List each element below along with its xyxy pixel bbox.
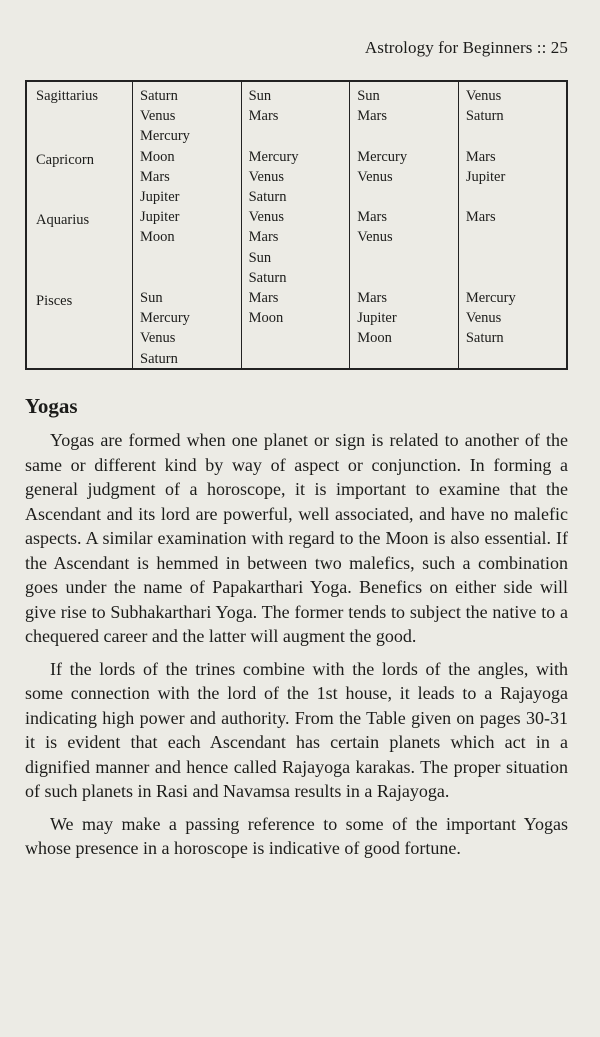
cell: Venus [357,168,393,185]
col1-list [140,86,190,369]
cell [140,248,190,268]
cell: Saturn [465,330,504,347]
planet-column-3 [350,81,459,369]
cell [249,126,299,146]
cell: Venus [140,330,176,347]
col4-list [466,86,516,349]
cell: Moon [248,310,284,327]
cell: Mercury [140,310,190,327]
planet-table [25,80,568,370]
cell [140,268,190,288]
cell: Saturn [248,269,287,286]
cell [466,248,516,268]
col2-list [249,86,299,328]
cell: Mercury [357,148,408,165]
running-head: Astrology for Beginners :: 25 [364,38,568,57]
planet-column-1 [133,81,242,369]
cell [357,126,407,146]
cell: Venus [140,108,176,125]
cell: Venus [465,310,502,327]
cell: Saturn [465,108,504,125]
cell: Mercury [140,128,190,145]
sign-capricorn: Capricorn [36,152,94,168]
cell: Mars [248,290,279,307]
cell [466,126,516,146]
cell [357,248,407,268]
sign-aquarius: Aquarius [36,212,90,228]
planet-column-4 [458,81,567,369]
cell: Mars [357,290,388,307]
sign-sagittarius: Sagittarius [36,88,99,104]
sign-column [26,81,133,369]
cell: Moon [140,229,175,246]
cell [466,227,516,247]
cell: Mars [248,108,279,125]
cell: Mercury [248,148,299,165]
cell: Jupiter [465,168,506,185]
cell: Mars [248,229,279,246]
paragraph: Yogas are formed when one planet or sign is related to another of the same or different kind by way of aspect or conjunction. In forming a general judgment of a horoscope, it is important to examine that the Ascendant and its lord are powerful, well associated, and have no malefic aspects. A similar examination with regard to the Moon is also essential. If the Ascendant is hemmed in between two malefics, such a combination goes under the name of Papakarthari Yoga. Benefics on either side will give rise to Subhakarthari Yoga. The former tends to subject the native to a chequered career and the latter will augment the good. [25,430,568,646]
cell: Venus [248,209,285,226]
cell: Moon [357,330,392,347]
cell [466,268,516,288]
cell: Sun [248,249,272,266]
cell: Moon [140,148,175,165]
cell: Jupiter [357,310,397,327]
cell: Sun [248,88,272,104]
cell: Sun [357,88,380,104]
cell: Saturn [140,88,178,104]
cell: Jupiter [140,209,180,226]
cell: Venus [357,229,393,246]
paragraph: If the lords of the trines combine with the lords of the angles, with some connection with the lord of the 1st house, it leads to a Rajayoga indicating high power and authority. From the Table given on pages 30-31 it is evident that each Ascendant has certain planets which act in a dignified manner and hence called Rajayoga karakas. The proper situation of such planets in Rasi and Navamsa results in a Rajayoga. [25,658,568,801]
cell: Saturn [248,189,287,206]
cell [466,187,516,207]
cell: Saturn [140,350,178,367]
cell: Mars [357,209,388,226]
cell [357,187,407,207]
body-text [25,428,568,869]
cell: Venus [465,88,502,104]
sign-pisces: Pisces [36,293,73,309]
cell: Mars [357,108,388,125]
planet-table-body [26,81,567,369]
cell: Mars [465,148,496,165]
cell: Venus [248,168,285,185]
cell: Sun [140,290,163,307]
paragraph: We may make a passing reference to some of the important Yogas whose presence in a horoscope is indicative of good fortune. [25,813,568,858]
col3-list [357,86,407,349]
cell: Mars [140,168,170,185]
cell: Jupiter [140,189,180,206]
cell [357,268,407,288]
cell: Mercury [465,290,516,307]
planet-column-2 [241,81,350,369]
section-title: Yogas [25,394,78,418]
cell: Mars [465,209,496,226]
